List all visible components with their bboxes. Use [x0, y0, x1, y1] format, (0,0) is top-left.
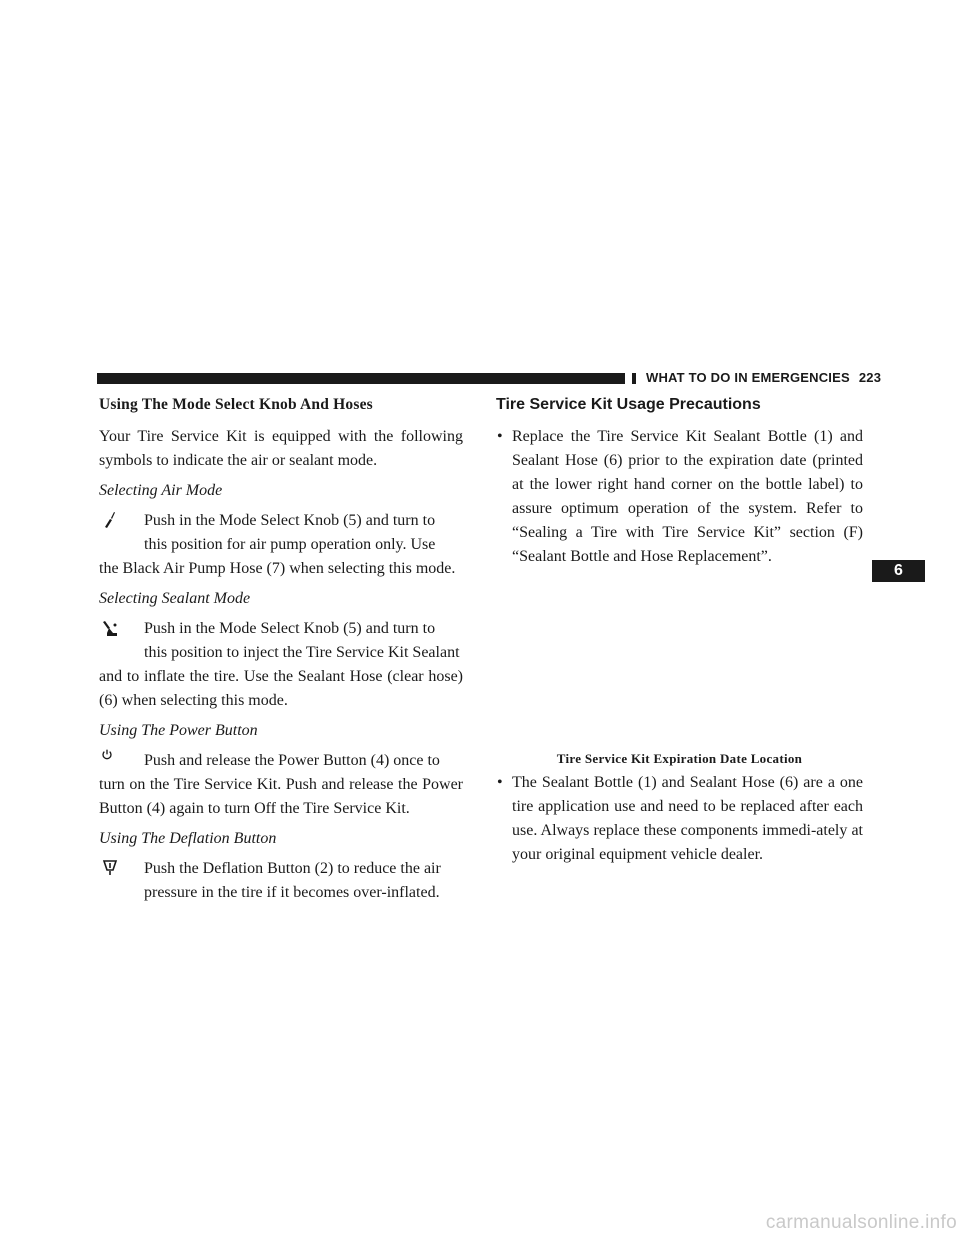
deflation-line-2: pressure in the tire if it becomes over-inflated.: [144, 884, 440, 901]
sealant-mode-block: [99, 617, 463, 713]
second-bullet: [496, 771, 863, 873]
air-mode-line-2: this position for air pump operation only. Use: [144, 536, 436, 553]
sealant-mode-rest: and to inflate the tire. Use the Sealant Hose (clear hose) (6) when selecting this mode.: [99, 668, 463, 709]
header-rule-end: [632, 373, 636, 384]
sealant-icon: [101, 619, 119, 637]
power-line-1: Push and release the Power Button (4) once to: [144, 752, 440, 769]
running-header: [646, 370, 882, 385]
right-column: [496, 393, 863, 575]
power-button-heading: Using The Power Button: [99, 722, 258, 739]
bullet-text: Replace the Tire Service Kit Sealant Bottle (1) and Sealant Hose (6) prior to the expiration date (printed at the lower right hand corner on the bottle label) to assure optimum operation of the system. Refer to “Sealing a Tire with Tire Service Kit” section (F) “Sealant Bottle and Hose Replacement”.: [512, 428, 863, 565]
air-mode-line-1: Push in the Mode Select Knob (5) and turn to: [144, 512, 436, 529]
deflation-line-1: Push the Deflation Button (2) to reduce the air: [144, 860, 441, 877]
bullet-marker: •: [497, 428, 503, 445]
power-icon: [101, 749, 113, 761]
sealant-mode-line-2: this position to inject the Tire Service Kit Sealant: [144, 644, 460, 661]
sealant-mode-heading: Selecting Sealant Mode: [99, 590, 251, 607]
air-mode-block: [99, 509, 463, 581]
intro-paragraph: Your Tire Service Kit is equipped with the following symbols to indicate the air or sealant mode.: [99, 428, 463, 469]
sealant-mode-line-1: Push in the Mode Select Knob (5) and turn to: [144, 620, 436, 637]
list-item: [496, 425, 863, 569]
figure-caption: Tire Service Kit Expiration Date Location: [556, 751, 803, 766]
deflation-icon: [101, 859, 119, 877]
power-rest: turn on the Tire Service Kit. Push and release the Power Button (4) again to turn Off the Tire Service Kit.: [99, 776, 463, 817]
power-button-block: [99, 749, 463, 821]
left-column: [99, 393, 463, 911]
air-mode-heading: Selecting Air Mode: [99, 482, 223, 499]
bullet-marker: •: [497, 774, 503, 791]
deflation-button-heading: Using The Deflation Button: [99, 830, 277, 847]
air-pump-icon: [101, 511, 119, 529]
chapter-tab: 6: [872, 560, 925, 582]
air-mode-rest: the Black Air Pump Hose (7) when selecting this mode.: [99, 560, 456, 577]
list-item: [496, 771, 863, 867]
mode-knob-heading: Using The Mode Select Knob And Hoses: [99, 396, 373, 413]
page-number: 223: [858, 370, 882, 385]
precautions-heading: Tire Service Kit Usage Precautions: [496, 396, 761, 413]
deflation-button-block: [99, 857, 463, 905]
watermark: carmanualsonline.info: [765, 1212, 957, 1233]
header-rule: [97, 373, 625, 384]
bullet-text: The Sealant Bottle (1) and Sealant Hose (6) are a one tire application use and need to be replaced after each use. Always replace these components immedi-ately at your original equipment vehicle dealer.: [512, 774, 863, 863]
section-title: WHAT TO DO IN EMERGENCIES: [646, 370, 850, 385]
